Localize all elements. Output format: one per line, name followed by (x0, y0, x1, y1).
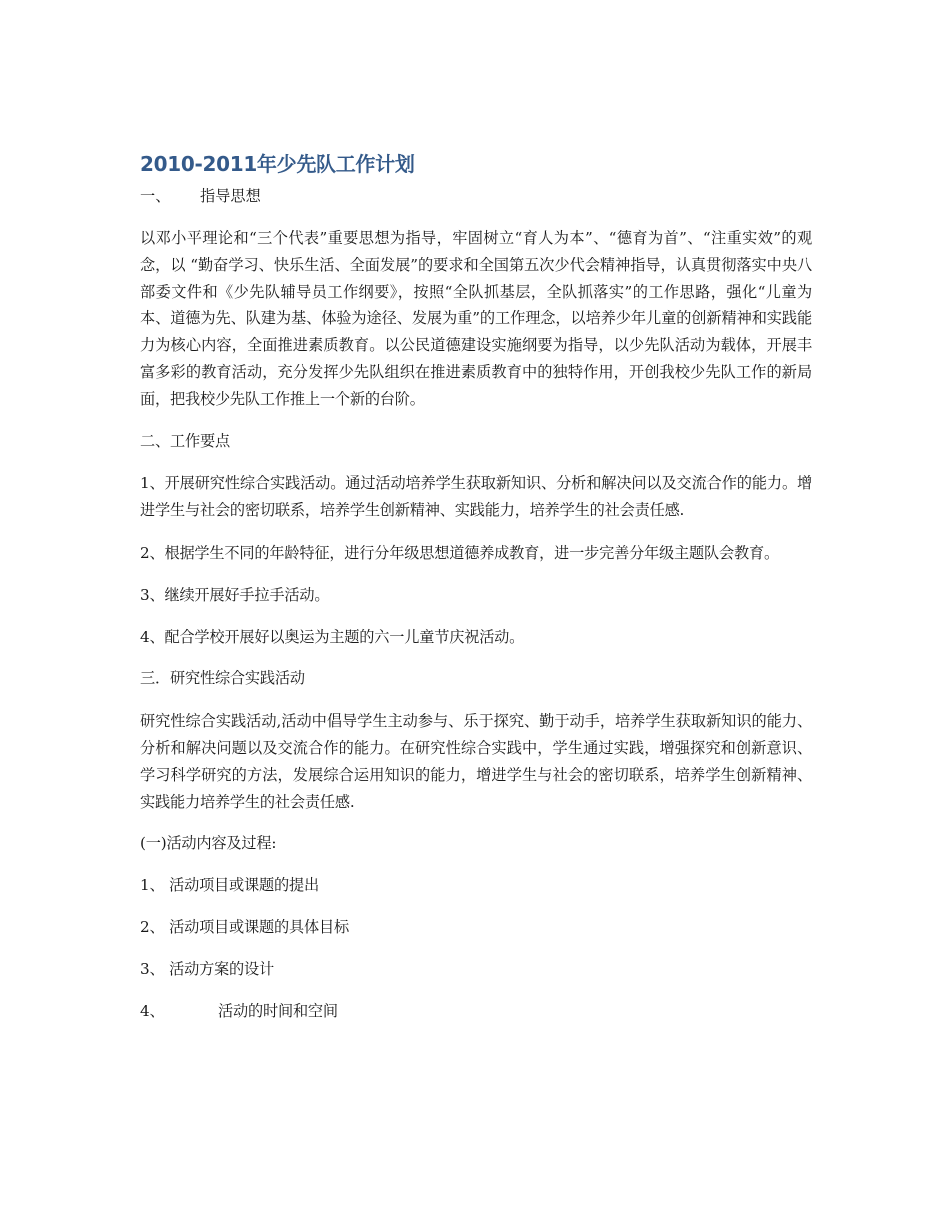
work-point-item: 2、根据学生不同的年龄特征，进行分年级思想道德养成教育，进一步完善分年级主题队会教育。 (140, 543, 779, 562)
document-content (140, 149, 812, 1024)
step-number: 2、 (140, 917, 165, 936)
guiding-ideology-paragraph: 以邓小平理论和“三个代表”重要思想为指导，牢固树立“育人为本”、“德育为首”、“注重实效”的观念，以 “勤奋学习、快乐生活、全面发展”的要求和全国第五次少代会精神指导，认真贯彻落实中央八部委文件和《少先队辅导员工作纲要》，按照“全队抓基层，全队抓落实”的工作思路，强化“儿童为本、道德为先、队建为基、体验为途径、发展为重”的工作理念，以培养少年儿童的创新精神和实践能力为核心内容，全面推进素质教育。以公民道德建设实施纲要为指导，以少先队活动为载体，开展丰富多彩的教育活动，充分发挥少先队组织在推进素质教育中的独特作用，开创我校少先队工作的新局面，把我校少先队工作推上一个新的台阶。 (140, 229, 812, 408)
step-label: 活动方案的设计 (169, 959, 275, 978)
step-label: 活动项目或课题的具体目标 (169, 917, 349, 936)
activity-step (140, 998, 812, 1025)
research-practice-paragraph: 研究性综合实践活动,活动中倡导学生主动参与、乐于探究、勤于动手，培养学生获取新知识的能力、分析和解决问题以及交流合作的能力。在研究性综合实践中，学生通过实践，增强探究和创新意识、学习科学研究的方法，发展综合运用知识的能力，增进学生与社会的密切联系，培养学生创新精神、实践能力培养学生的社会责任感. (140, 712, 812, 811)
activity-step (140, 914, 812, 941)
activity-step (140, 872, 812, 899)
document-title: 2010-2011年少先队工作计划 (140, 152, 415, 176)
step-number: 3、 (140, 959, 165, 978)
section-number: 一、 (140, 187, 171, 205)
step-label: 活动项目或课题的提出 (169, 876, 319, 895)
section-heading-guiding-ideology (140, 183, 812, 209)
work-point-item: 3、继续开展好手拉手活动。 (140, 585, 330, 604)
step-label: 活动的时间和空间 (218, 1001, 338, 1020)
section-heading-work-points: 二、工作要点 (140, 431, 230, 450)
work-point-item: 1、开展研究性综合实践活动。通过活动培养学生获取新知识、分析和解决问以及交流合作的能力。增进学生与社会的密切联系，培养学生创新精神、实践能力，培养学生的社会责任感. (140, 474, 812, 520)
step-number: 4、 (140, 1001, 165, 1020)
activity-step (140, 956, 812, 983)
step-number: 1、 (140, 876, 165, 895)
section-heading-research-practice: 三．研究性综合实践活动 (140, 669, 305, 688)
activity-subheading: (一)活动内容及过程: (140, 834, 277, 853)
work-point-item: 4、配合学校开展好以奥运为主题的六一儿童节庆祝活动。 (140, 627, 525, 646)
section-label: 指导思想 (200, 187, 261, 205)
